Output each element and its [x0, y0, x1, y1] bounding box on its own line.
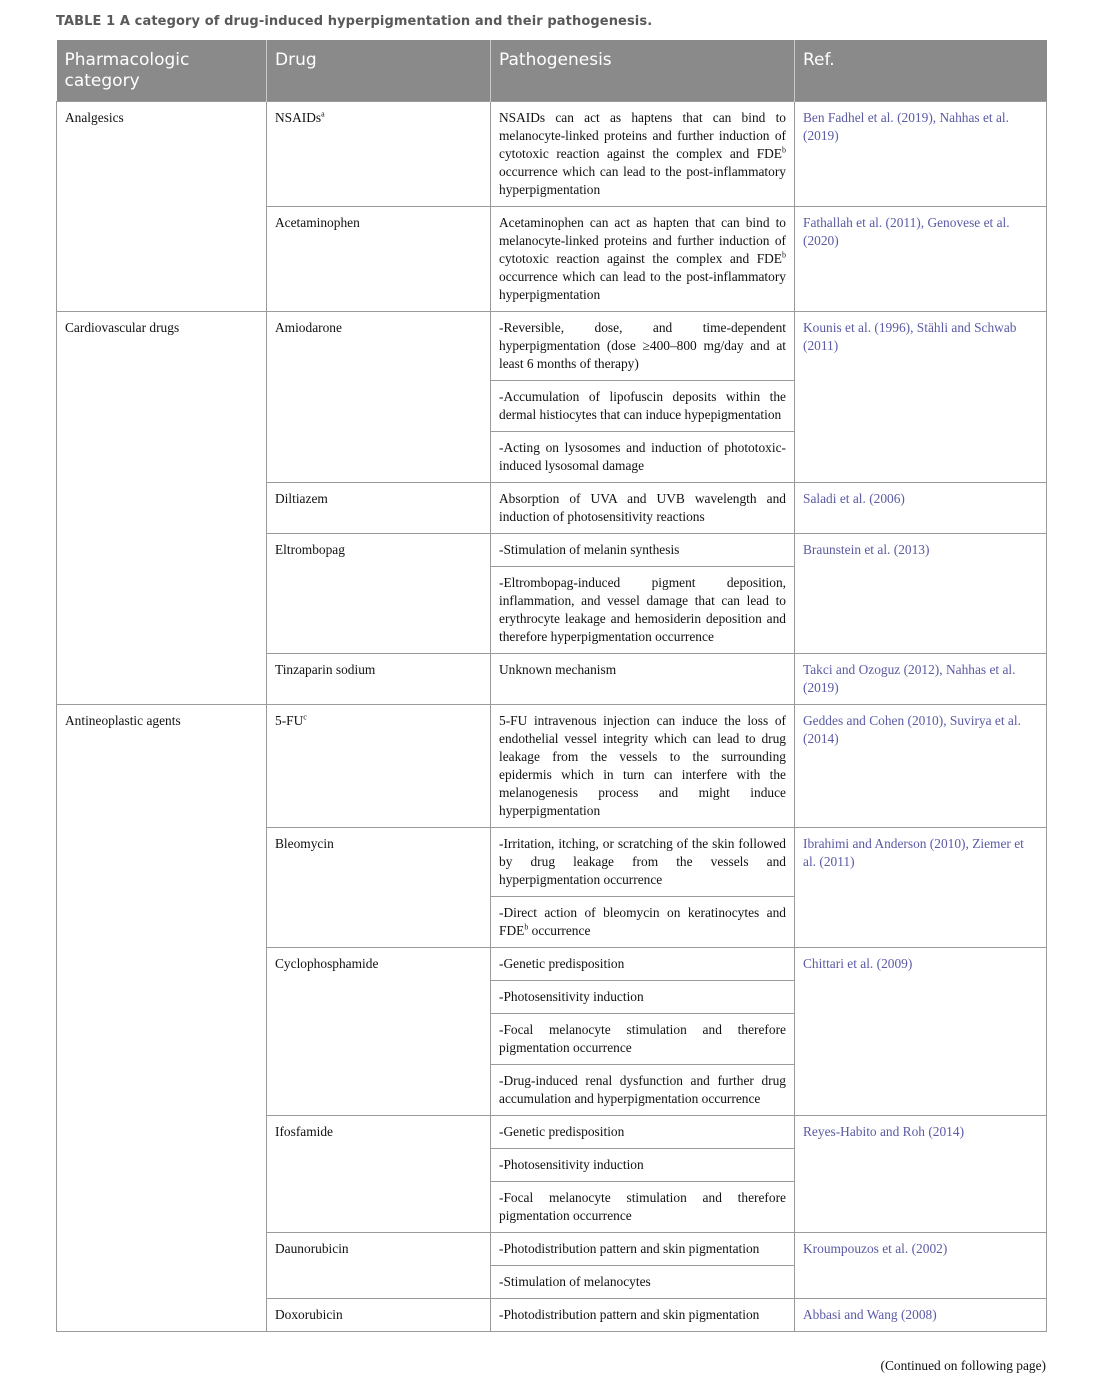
footnote-marker: b — [524, 922, 529, 932]
pathogenesis-cell — [491, 1266, 795, 1299]
drug-cell — [267, 654, 491, 705]
pathogenesis-text: -Acting on lysosomes and induction of phototoxic-induced lysosomal damage — [499, 440, 786, 473]
drug-cell — [267, 1299, 491, 1332]
pathogenesis-text: -Reversible, dose, and time-dependent hyperpigmentation (dose ≥400–800 mg/day and at least 6 months of therapy) — [499, 320, 786, 371]
pathogenesis-cell — [491, 897, 795, 948]
pathogenesis-text: 5-FU intravenous injection can induce the loss of endothelial vessel integrity which can lead to drug leakage from the vessels to the surrounding epidermis which in turn can interfere with the melanogenesis process and might induce hyperpigmentation — [499, 713, 786, 818]
continued-note: (Continued on following page) — [880, 1358, 1046, 1373]
drug-name: NSAIDs — [275, 110, 322, 125]
pathogenesis-text: -Drug-induced renal dysfunction and further drug accumulation and hyperpigmentation occurrence — [499, 1073, 786, 1106]
pathogenesis-text: -Direct action of bleomycin on keratinocytes and FDE — [499, 905, 786, 938]
pathogenesis-cell — [491, 705, 795, 828]
drug-cell — [267, 312, 491, 483]
pathogenesis-text: -Accumulation of lipofuscin deposits within the dermal histiocytes that can induce hypepigmentation — [499, 389, 786, 422]
pathogenesis-text: -Eltrombopag-induced pigment deposition, inflammation, and vessel damage that can lead to erythrocyte leakage and hemosiderin deposition and therefore hyperpigmentation occurrence — [499, 575, 786, 644]
pathogenesis-cell — [491, 981, 795, 1014]
drug-name: Doxorubicin — [275, 1307, 343, 1322]
reference-link[interactable]: Braunstein et al. (2013) — [795, 534, 1047, 654]
drug-cell — [267, 705, 491, 828]
pathogenesis-text: -Photodistribution pattern and skin pigmentation — [499, 1307, 760, 1322]
pathogenesis-cell — [491, 381, 795, 432]
header-drug: Drug — [267, 40, 491, 102]
pathogenesis-cell — [491, 1299, 795, 1332]
drug-name: Bleomycin — [275, 836, 334, 851]
drug-name: Diltiazem — [275, 491, 328, 506]
pathogenesis-text: -Photosensitivity induction — [499, 989, 644, 1004]
pathogenesis-cell — [491, 567, 795, 654]
reference-link[interactable]: Geddes and Cohen (2010), Suvirya et al. (2014) — [795, 705, 1047, 828]
drug-name: Tinzaparin sodium — [275, 662, 376, 677]
pathogenesis-text: NSAIDs can act as haptens that can bind to melanocyte-linked proteins and further induction of cytotoxic reaction against the complex and FDE — [499, 110, 786, 161]
pathogenesis-text: -Irritation, itching, or scratching of the skin followed by drug leakage from the vessels and hyperpigmentation occurrence — [499, 836, 786, 887]
reference-link[interactable]: Chittari et al. (2009) — [795, 948, 1047, 1116]
pathogenesis-text: occurrence which can lead to the post-inflammatory hyperpigmentation — [499, 269, 786, 302]
pathogenesis-text: Absorption of UVA and UVB wavelength and induction of photosensitivity reactions — [499, 491, 786, 524]
reference-link[interactable]: Abbasi and Wang (2008) — [795, 1299, 1047, 1332]
drug-cell — [267, 1116, 491, 1233]
header-category: Pharmacologic category — [57, 40, 267, 102]
drug-name: Acetaminophen — [275, 215, 360, 230]
pathogenesis-text: -Photodistribution pattern and skin pigmentation — [499, 1241, 760, 1256]
header-ref: Ref. — [795, 40, 1047, 102]
pathogenesis-cell — [491, 654, 795, 705]
pathogenesis-text: -Focal melanocyte stimulation and therefore pigmentation occurrence — [499, 1022, 786, 1055]
footnote-marker: b — [782, 250, 786, 260]
drug-name: Eltrombopag — [275, 542, 345, 557]
drug-name: Daunorubicin — [275, 1241, 349, 1256]
pathogenesis-cell — [491, 1233, 795, 1266]
pathogenesis-text: -Photosensitivity induction — [499, 1157, 644, 1172]
category-cell: Antineoplastic agents — [57, 705, 267, 1332]
reference-link[interactable]: Saladi et al. (2006) — [795, 483, 1047, 534]
drug-cell — [267, 534, 491, 654]
pathogenesis-cell — [491, 207, 795, 312]
category-cell: Analgesics — [57, 102, 267, 312]
pathogenesis-text: -Genetic predisposition — [499, 956, 625, 971]
footnote-marker: a — [321, 109, 325, 119]
footnote-marker: c — [303, 712, 307, 722]
drug-name: Cyclophosphamide — [275, 956, 379, 971]
pathogenesis-text: Acetaminophen can act as hapten that can bind to melanocyte-linked proteins and further induction of cytotoxic reaction against the complex and FDE — [499, 215, 786, 266]
pathogenesis-cell — [491, 483, 795, 534]
reference-link[interactable]: Ibrahimi and Anderson (2010), Ziemer et al. (2011) — [795, 828, 1047, 948]
pathogenesis-cell — [491, 828, 795, 897]
drug-cell — [267, 828, 491, 948]
drug-cell — [267, 483, 491, 534]
pathogenesis-text: occurrence — [528, 923, 591, 938]
reference-link[interactable]: Fathallah et al. (2011), Genovese et al. (2020) — [795, 207, 1047, 312]
drug-name: Ifosfamide — [275, 1124, 334, 1139]
pathogenesis-cell — [491, 948, 795, 981]
pathogenesis-cell — [491, 312, 795, 381]
pathogenesis-text: -Stimulation of melanocytes — [499, 1274, 651, 1289]
header-row — [57, 40, 1047, 102]
table-row — [57, 312, 1047, 381]
drug-cell — [267, 207, 491, 312]
category-cell: Cardiovascular drugs — [57, 312, 267, 705]
pathogenesis-text: -Genetic predisposition — [499, 1124, 625, 1139]
header-pathogenesis: Pathogenesis — [491, 40, 795, 102]
reference-link[interactable]: Reyes-Habito and Roh (2014) — [795, 1116, 1047, 1233]
pathogenesis-cell — [491, 1065, 795, 1116]
pathogenesis-cell — [491, 1116, 795, 1149]
table-caption: TABLE 1 A category of drug-induced hyperpigmentation and their pathogenesis. — [56, 14, 653, 29]
pathogenesis-text: -Stimulation of melanin synthesis — [499, 542, 680, 557]
pathogenesis-cell — [491, 1014, 795, 1065]
pathogenesis-text: occurrence which can lead to the post-inflammatory hyperpigmentation — [499, 164, 786, 197]
pathogenesis-cell — [491, 1182, 795, 1233]
drug-cell — [267, 1233, 491, 1299]
pathogenesis-cell — [491, 432, 795, 483]
pathogenesis-text: Unknown mechanism — [499, 662, 617, 677]
drug-name: Amiodarone — [275, 320, 342, 335]
pathogenesis-cell — [491, 534, 795, 567]
table-body — [57, 102, 1047, 1332]
drug-cell — [267, 102, 491, 207]
pathogenesis-cell — [491, 102, 795, 207]
reference-link[interactable]: Kounis et al. (1996), Stähli and Schwab (2011) — [795, 312, 1047, 483]
drug-cell — [267, 948, 491, 1116]
drug-name: 5-FU — [275, 713, 304, 728]
reference-link[interactable]: Ben Fadhel et al. (2019), Nahhas et al. (2019) — [795, 102, 1047, 207]
reference-link[interactable]: Kroumpouzos et al. (2002) — [795, 1233, 1047, 1299]
reference-link[interactable]: Takci and Ozoguz (2012), Nahhas et al. (2019) — [795, 654, 1047, 705]
pathogenesis-text: -Focal melanocyte stimulation and therefore pigmentation occurrence — [499, 1190, 786, 1223]
table-row — [57, 705, 1047, 828]
table-row — [57, 102, 1047, 207]
pathogenesis-cell — [491, 1149, 795, 1182]
footnote-marker: b — [782, 145, 786, 155]
drug-table — [56, 40, 1047, 1332]
